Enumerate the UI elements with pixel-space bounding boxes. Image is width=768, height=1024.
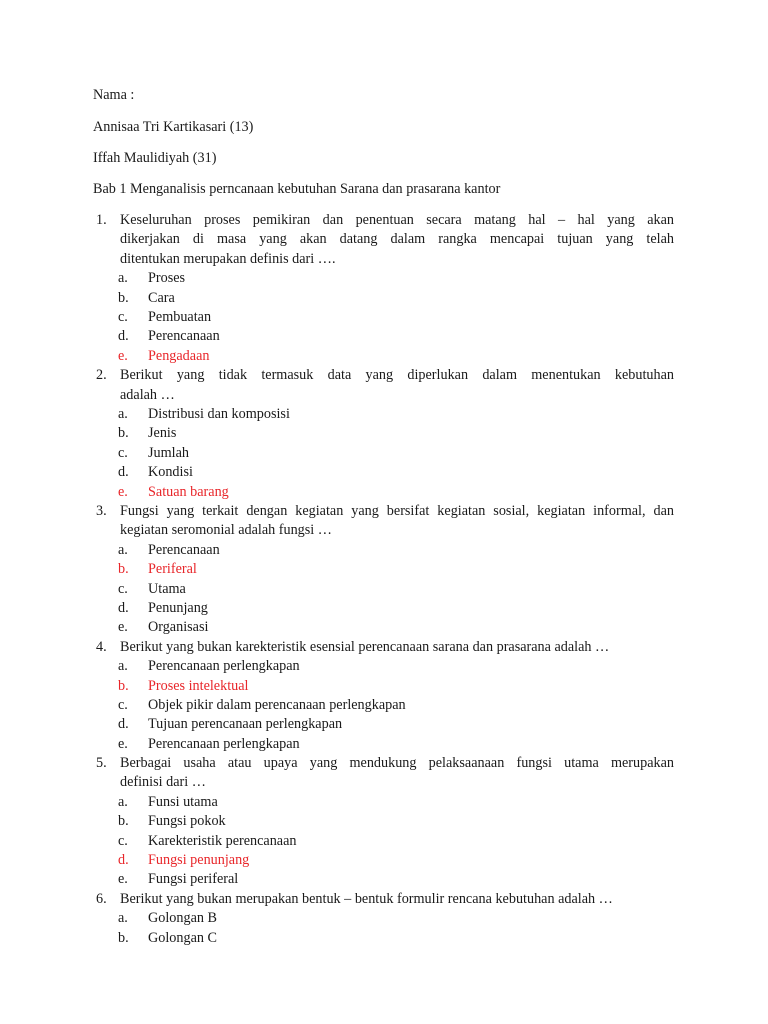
answer-option xyxy=(93,793,674,812)
answer-option xyxy=(93,444,674,463)
option-text: Kondisi xyxy=(148,464,193,481)
option-letter: b. xyxy=(118,813,129,830)
option-text: Golongan C xyxy=(148,929,217,946)
option-text: Pengadaan xyxy=(148,347,210,364)
option-text: Funsi utama xyxy=(148,793,218,810)
option-text: Distribusi dan komposisi xyxy=(148,405,290,422)
option-text: Satuan barang xyxy=(148,483,229,500)
question-item xyxy=(93,366,674,502)
question-number: 1. xyxy=(96,212,107,228)
option-letter: e. xyxy=(118,871,128,888)
option-letter: d. xyxy=(118,599,129,616)
answer-options xyxy=(93,405,674,502)
option-text: Proses intelektual xyxy=(148,677,249,694)
option-text: Perencanaan perlengkapan xyxy=(148,658,300,675)
answer-options xyxy=(93,269,674,366)
answer-option xyxy=(93,463,674,482)
option-letter: a. xyxy=(118,793,128,810)
option-letter: d. xyxy=(118,328,129,345)
answer-option xyxy=(93,541,674,560)
answer-option xyxy=(93,405,674,424)
answer-option-correct xyxy=(93,677,674,696)
answer-option xyxy=(93,657,674,676)
option-letter: c. xyxy=(118,309,128,325)
question-text-line: kegiatan seromonial adalah fungsi … xyxy=(120,522,332,539)
option-text: Pembuatan xyxy=(148,309,212,325)
option-letter: a. xyxy=(118,541,128,558)
question-text-line: dikerjakan di masa yang akan datang dalam rangka mencapai tujuan yang telah xyxy=(120,231,674,248)
question-text-line: adalah … xyxy=(120,386,175,403)
option-text: Utama xyxy=(148,580,186,597)
question-item xyxy=(93,502,674,638)
option-letter: c. xyxy=(118,696,128,713)
option-letter: e. xyxy=(118,483,128,500)
question-text-line: Berbagai usaha atau upaya yang mendukung pelaksaanaan fungsi utama merupakan xyxy=(120,755,674,772)
option-text: Tujuan perencanaan perlengkapan xyxy=(148,716,343,733)
answer-option xyxy=(93,812,674,831)
option-text: Fungsi pokok xyxy=(148,813,226,830)
option-letter: a. xyxy=(118,910,128,927)
option-letter: e. xyxy=(118,735,128,752)
answer-options xyxy=(93,657,674,754)
answer-option xyxy=(93,308,674,327)
answer-option xyxy=(93,289,674,308)
answer-option xyxy=(93,599,674,618)
question-number: 6. xyxy=(96,890,107,907)
question-text-line: Berikut yang bukan merupakan bentuk – bentuk formulir rencana kebutuhan adalah … xyxy=(120,890,613,907)
name-label: Nama : xyxy=(93,87,135,103)
answer-options xyxy=(93,541,674,638)
option-letter: a. xyxy=(118,658,128,675)
option-text: Perencanaan xyxy=(148,541,220,558)
option-letter: c. xyxy=(118,444,128,461)
answer-option xyxy=(93,424,674,443)
answer-option xyxy=(93,715,674,734)
option-letter: b. xyxy=(118,289,129,306)
question-text-line: Fungsi yang terkait dengan kegiatan yang bersifat kegiatan sosial, kegiatan informal, dan xyxy=(120,502,674,519)
student-name-2: Iffah Maulidiyah (31) xyxy=(93,150,217,166)
answer-option xyxy=(93,909,674,928)
question-number: 2. xyxy=(96,367,107,384)
answer-option xyxy=(93,870,674,889)
option-text: Perencanaan xyxy=(148,328,220,345)
option-text: Fungsi periferal xyxy=(148,871,239,888)
option-text: Proses xyxy=(148,270,186,287)
option-letter: b. xyxy=(118,929,129,946)
option-text: Perencanaan perlengkapan xyxy=(148,735,300,752)
question-number: 3. xyxy=(96,502,107,519)
question-item xyxy=(93,638,674,754)
answer-option xyxy=(93,580,674,599)
chapter-title: Bab 1 Menganalisis perncanaan kebutuhan Sarana dan prasarana kantor xyxy=(93,181,501,197)
student-name-1: Annisaa Tri Kartikasari (13) xyxy=(93,119,254,135)
option-letter: b. xyxy=(118,677,129,694)
option-letter: c. xyxy=(118,832,128,849)
answer-option-correct xyxy=(93,347,674,366)
option-text: Cara xyxy=(148,289,175,306)
option-text: Organisasi xyxy=(148,619,209,636)
option-text: Fungsi penunjang xyxy=(148,852,250,869)
question-text-line: Berikut yang bukan karekteristik esensial perencanaan sarana dan prasarana adalah … xyxy=(120,638,610,655)
answer-option xyxy=(93,696,674,715)
question-text-line: ditentukan merupakan definis dari …. xyxy=(120,250,336,267)
question-text-line: Keseluruhan proses pemikiran dan penentuan secara matang hal – hal yang akan xyxy=(120,212,674,228)
answer-option-correct xyxy=(93,851,674,870)
answer-options xyxy=(93,793,674,890)
option-text: Penunjang xyxy=(148,599,208,616)
option-letter: b. xyxy=(118,425,129,442)
question-text-line: Berikut yang tidak termasuk data yang diperlukan dalam menentukan kebutuhan xyxy=(120,367,674,384)
option-letter: c. xyxy=(118,580,128,597)
answer-options xyxy=(93,909,674,948)
answer-option xyxy=(93,269,674,288)
answer-option-correct xyxy=(93,560,674,579)
answer-option xyxy=(93,327,674,346)
answer-option-correct xyxy=(93,483,674,502)
option-text: Jenis xyxy=(148,425,177,442)
answer-option xyxy=(93,618,674,637)
question-number: 4. xyxy=(96,638,107,655)
answer-option xyxy=(93,832,674,851)
option-text: Golongan B xyxy=(148,910,217,927)
option-text: Objek pikir dalam perencanaan perlengkapan xyxy=(148,696,406,713)
option-letter: d. xyxy=(118,852,129,869)
option-letter: d. xyxy=(118,464,129,481)
option-letter: a. xyxy=(118,405,128,422)
question-item xyxy=(93,890,674,948)
option-text: Jumlah xyxy=(148,444,189,461)
answer-option xyxy=(93,929,674,948)
option-letter: e. xyxy=(118,619,128,636)
question-item xyxy=(93,754,674,890)
question-item xyxy=(93,211,674,366)
question-number: 5. xyxy=(96,755,107,772)
question-text-line: definisi dari … xyxy=(120,774,206,791)
question-list xyxy=(93,211,674,948)
option-letter: b. xyxy=(118,561,129,578)
option-letter: a. xyxy=(118,270,128,287)
option-letter: d. xyxy=(118,716,129,733)
option-text: Karekteristik perencanaan xyxy=(148,832,297,849)
answer-option xyxy=(93,735,674,754)
option-text: Periferal xyxy=(148,561,197,578)
option-letter: e. xyxy=(118,347,128,364)
